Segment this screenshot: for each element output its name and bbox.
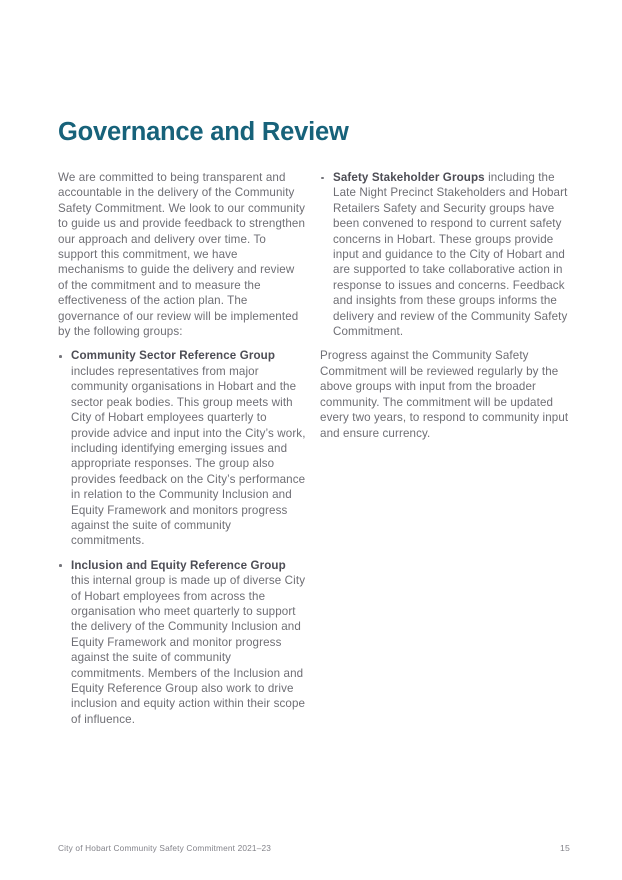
bullet-text: this internal group is made up of diverse City of Hobart employees from across the organisation who meet quarterly to support the delivery of the Community Inclusion and Equity Framework and monitor progress against the suite of community commitments. Members of the Inclusion and Equity Reference Group also work to drive inclusion and equity action within their scope of influence.	[71, 574, 306, 726]
left-column	[58, 170, 306, 736]
page-footer	[58, 841, 570, 855]
footer-page-number: 15	[559, 843, 570, 853]
closing-paragraph: Progress against the Community Safety Commitment will be reviewed regularly by the above groups with input from the broader community. The commitment will be updated every two years, to respond to community input and ensure currency.	[320, 349, 569, 440]
right-column-bullet-list	[320, 170, 572, 339]
bullet-lead-in: Inclusion and Equity Reference Group	[71, 558, 286, 572]
footer-document-title: City of Hobart Community Safety Commitment 2021–23	[58, 843, 272, 853]
bullet-lead-in: Community Sector Reference Group	[71, 349, 276, 363]
page-title: Governance and Review	[58, 118, 349, 147]
intro-paragraph: We are committed to being transparent and accountable in the delivery of the Community Safety Commitment. We look to our community to guide us and provide feedback to strengthen our approach and delivery over time. To support this commitment, we have mechanisms to guide the delivery and review of the commitment and to measure the effectiveness of the action plan. The governance of our review will be implemented by the following groups:	[58, 171, 306, 339]
bullet-text: including the Late Night Precinct Stakeholders and Hobart Retailers Safety and Security groups have been convened to respond to current safety concerns in Hobart. These groups provide input and guidance to the City of Hobart and are supported to take collaborative action in response to issues and concerns. Feedback and insights from these groups informs the delivery and review of the Community Safety Commitment.	[333, 171, 568, 339]
list-item	[58, 558, 306, 727]
bullet-text: includes representatives from major community organisations in Hobart and the sector peak bodies. This group meets with City of Hobart employees quarterly to provide advice and input into the City’s work, including identifying emerging issues and appropriate responses. The group also provides feedback on the City’s performance in relation to the Community Inclusion and Equity Framework and monitors progress against the suite of community commitments.	[71, 364, 306, 548]
list-item	[320, 170, 572, 339]
left-column-bullet-list	[58, 348, 306, 727]
list-item	[58, 348, 306, 548]
right-column	[320, 170, 572, 450]
bullet-lead-in: Safety Stakeholder Groups	[333, 171, 485, 184]
